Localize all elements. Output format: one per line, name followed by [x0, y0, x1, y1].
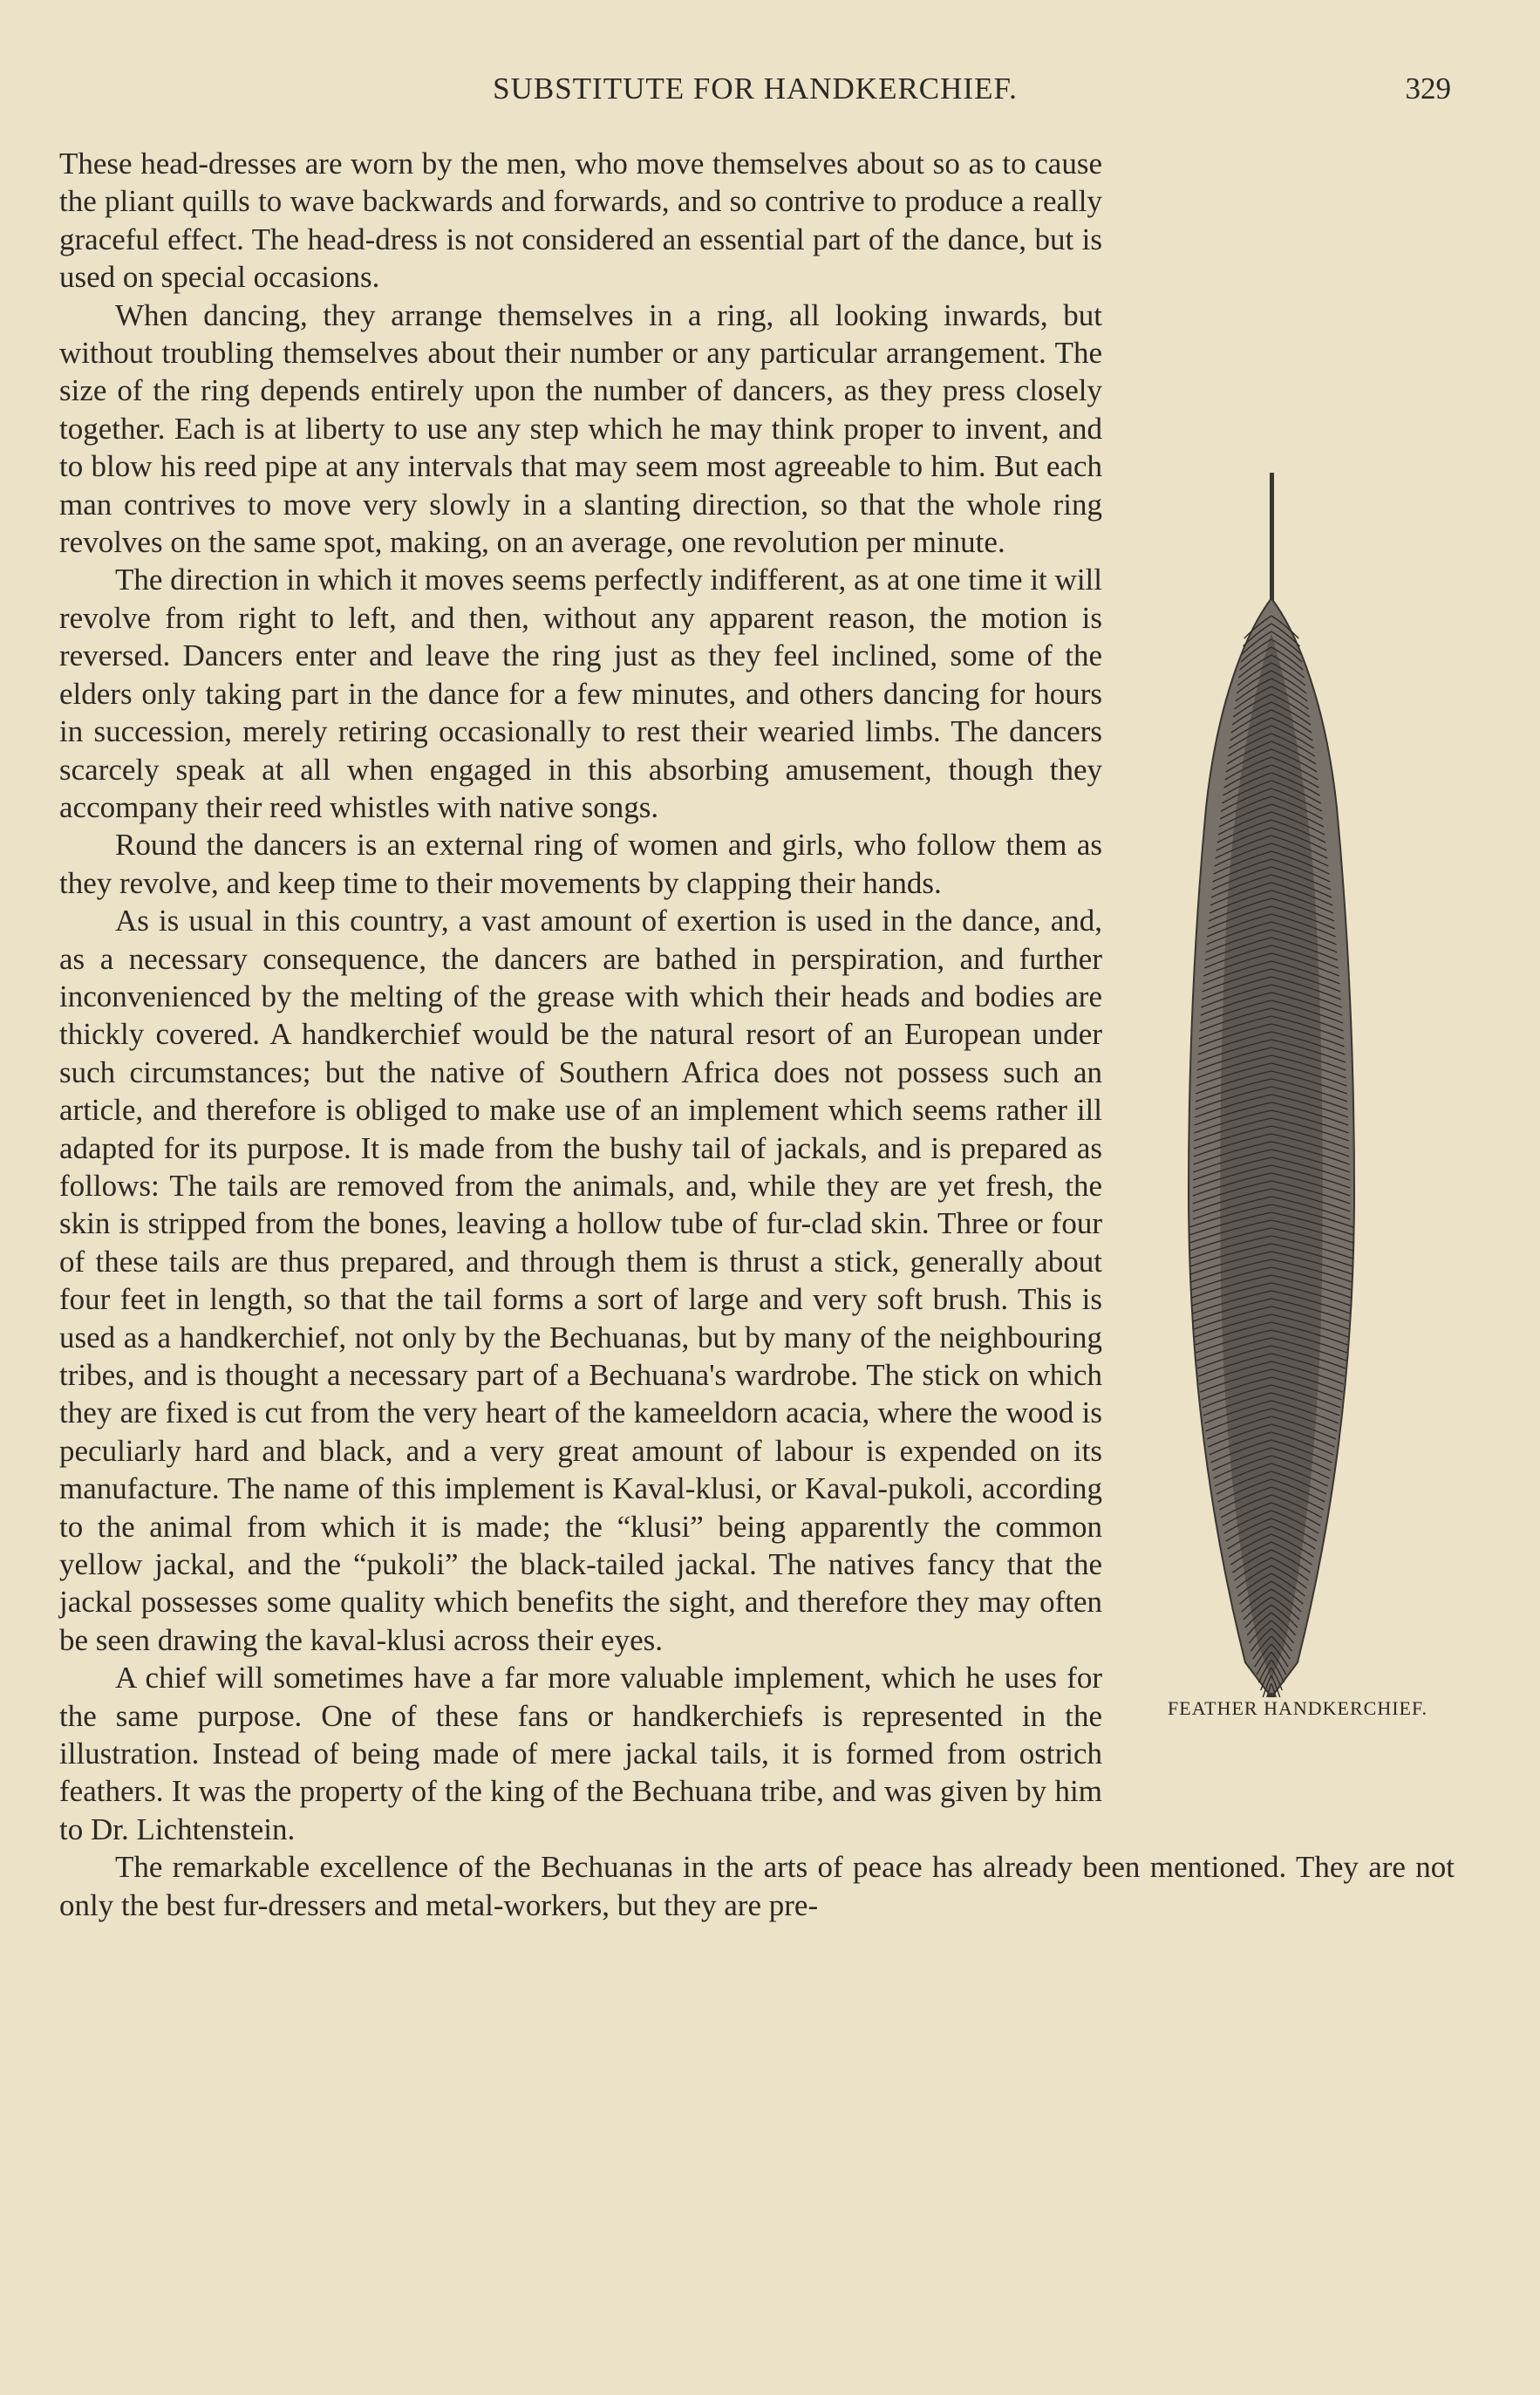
feather-handkerchief-illustration [1141, 145, 1455, 1697]
page-header [59, 66, 1451, 112]
paragraph: A chief will sometimes have a far more valuable implement, which he uses for the same purpose. One of these fans or handkerchiefs is represented in the illustration. Instead of being made of mere jackal tails, it is formed from ostrich feathers. It was the property of the king of the Bechuana tribe, and was given by him to Dr. Lichtenstein. [59, 1661, 1102, 1846]
figure-caption: FEATHER HANDKERCHIEF. [1168, 1697, 1428, 1719]
paragraph: These head-dresses are worn by the men, who move themselves about so as to cause the pliant quills to wave backwards and forwards, and so contrive to produce a really graceful effect. The head-dress is not considered an essential part of the dance, but is used on special occasions. [59, 147, 1102, 295]
paragraph: When dancing, they arrange themselves in a ring, all looking inwards, but without troubling themselves about their number or any particular arrangement. The size of the ring depends entirely upon the number of dancers, as they press closely together. Each is at liberty to use any step which he may think proper to invent, and to blow his reed pipe at any intervals that may seem most agreeable to him. But each man contrives to move very slowly in a slanting direction, so that the whole ring revolves on the same spot, making, on an average, one revolution per minute. [59, 297, 1102, 560]
paragraph: The remarkable excellence of the Bechuanas in the arts of peace has already been mentioned. They are not only the best fur-dressers and metal-workers, but they are pre- [59, 1850, 1455, 1922]
feather-handle-illustration [1141, 1540, 1455, 1680]
page-number: 329 [1405, 72, 1451, 106]
feather-handkerchief-figure [1141, 145, 1455, 1774]
handle-top [1270, 473, 1274, 604]
running-title: SUBSTITUTE FOR HANDKERCHIEF. [493, 72, 1018, 106]
paragraph: Round the dancers is an external ring of women and girls, who follow them as they revolve, and keep time to their movements by clapping their hands. [59, 828, 1102, 900]
paragraph: As is usual in this country, a vast amount of exertion is used in the dance, and, as a necessary consequence, the dancers are bathed in perspiration, and further inconvenienced by the melting of the grease with which their heads and bodies are thickly covered. A handkerchief would be the natural resort of an European under such circumstances; but the native of Southern Africa does not possess such an article, and therefore is obliged to make use of an implement which seems rather ill adapted for its purpose. It is made from the bushy tail of jackals, and is prepared as follows: The tails are removed from the animals, and, while they are yet fresh, the skin is stripped from the bones, leaving a hollow tube of fur-clad skin. Three or four of these tails are thus prepared, and through them is thrust a stick, generally about four feet in length, so that the tail forms a sort of large and very soft brush. This is used as a handkerchief, not only by the Bechuanas, but by many of the neighbouring tribes, and is thought a necessary part of a Bechuana's wardrobe. The stick on which they are fixed is cut from the very heart of the kameeldorn acacia, where the wood is peculiarly hard and black, and a very great amount of labour is expended on its manufacture. The name of this implement is Kaval-klusi, or Kaval-pukoli, according to the animal from which it is made; the “klusi” being apparently the common yellow jackal, and the “pukoli” the black-tailed jackal. The natives fancy that the jackal possesses some quality which benefits the sight, and therefore they may often be seen drawing the kaval-klusi across their eyes. [59, 904, 1102, 1657]
paragraph: The direction in which it moves seems perfectly indifferent, as at one time it will revolve from right to left, and then, without any apparent reason, the motion is reversed. Dancers enter and leave the ring just as they feel inclined, some of the elders only taking part in the dance for a few minutes, and others dancing for hours in succession, merely retiring occasionally to rest their wearied limbs. The dancers scarcely speak at all when engaged in this absorbing amusement, though they accompany their reed whistles with native songs. [59, 563, 1102, 824]
body-text [59, 145, 1455, 1924]
